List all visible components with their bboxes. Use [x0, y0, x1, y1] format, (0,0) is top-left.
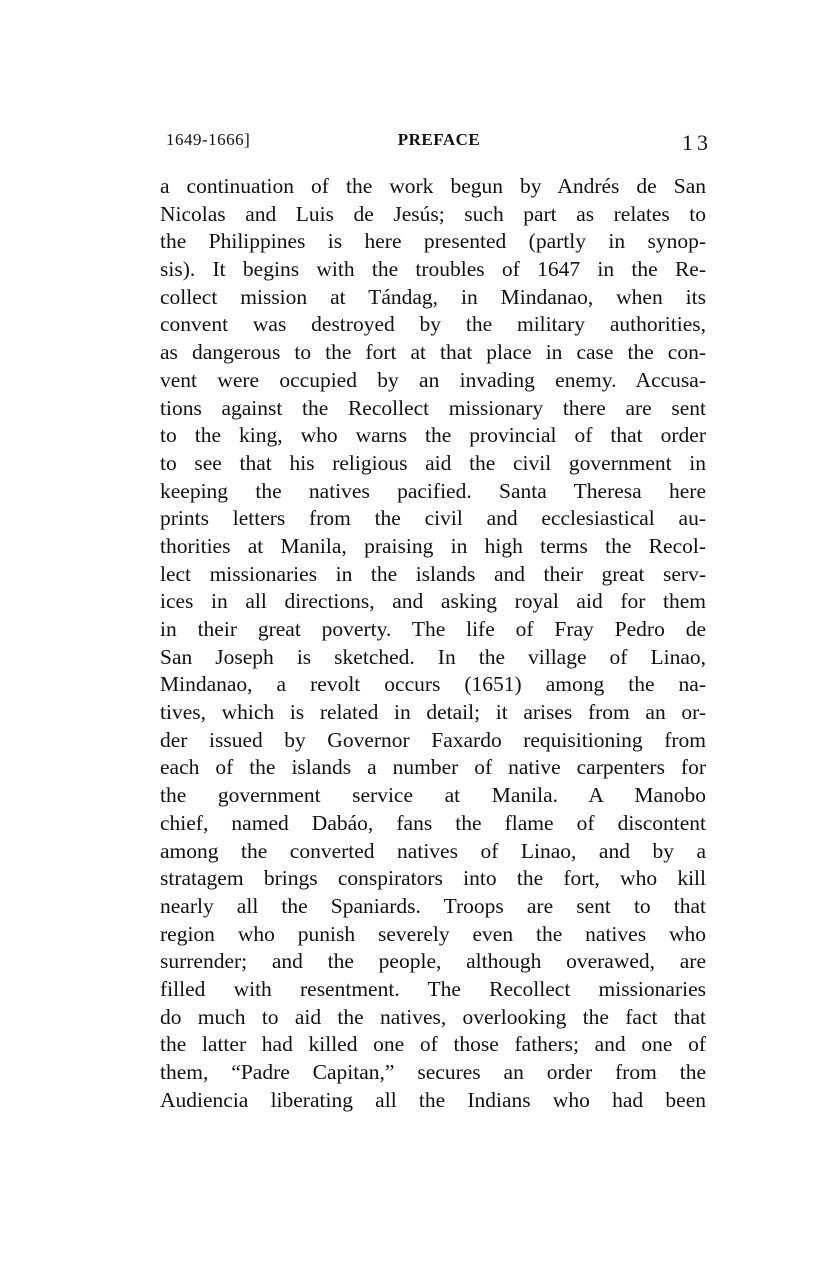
text-line: a continuation of the work begun by Andrés de San	[160, 174, 706, 198]
text-line: ices in all directions, and asking royal aid for them	[160, 589, 706, 614]
text-line: the latter had killed one of those fathers; and one of	[160, 1032, 706, 1057]
text-line: Nicolas and Luis de Jesús; such part as relates to	[160, 201, 706, 226]
text-line: among the converted natives of Linao, and by a	[160, 838, 706, 863]
text-line: as dangerous to the fort at that place in case the con-	[160, 340, 706, 365]
text-line: surrender; and the people, although overawed, are	[160, 949, 706, 974]
text-line: collect mission at Tándag, in Mindanao, when its	[160, 284, 706, 309]
text-line: filled with resentment. The Recollect missionaries	[160, 976, 706, 1001]
text-line: lect missionaries in the islands and their great serv-	[160, 561, 706, 586]
text-line: keeping the natives pacified. Santa Theresa here	[160, 478, 706, 503]
text-line: vent were occupied by an invading enemy. Accusa-	[160, 367, 706, 392]
text-line: stratagem brings conspirators into the fort, who kill	[160, 866, 706, 891]
page-number: 13	[682, 130, 712, 155]
text-line: Audiencia liberating all the Indians who had been	[160, 1087, 706, 1112]
text-line: tives, which is related in detail; it arises from an or-	[160, 700, 706, 725]
text-line: chief, named Dabáo, fans the flame of discontent	[160, 810, 706, 835]
text-line: to the king, who warns the provincial of that order	[160, 423, 706, 448]
text-line: thorities at Manila, praising in high terms the Recol-	[160, 533, 706, 558]
running-head	[166, 130, 712, 154]
text-line: sis). It begins with the troubles of 1647 in the Re-	[160, 257, 706, 282]
text-line: in their great poverty. The life of Fray Pedro de	[160, 617, 706, 641]
text-line: each of the islands a number of native carpenters for	[160, 755, 706, 780]
text-line: region who punish severely even the natives who	[160, 921, 706, 946]
text-line: to see that his religious aid the civil government in	[160, 450, 706, 475]
text-line: prints letters from the civil and ecclesiastical au-	[160, 506, 706, 531]
text-line: the government service at Manila. A Manobo	[160, 783, 706, 808]
text-line: convent was destroyed by the military authorities,	[160, 312, 706, 337]
section-title: PREFACE	[397, 130, 481, 149]
text-line: der issued by Governor Faxardo requisitioning from	[160, 727, 706, 752]
text-line: nearly all the Spaniards. Troops are sent to that	[160, 893, 706, 918]
text-line: San Joseph is sketched. In the village of Linao,	[160, 644, 706, 669]
body-paragraph	[160, 173, 706, 1114]
page-year-range: 1649-1666]	[166, 130, 251, 149]
text-line: do much to aid the natives, overlooking the fact that	[160, 1004, 706, 1029]
text-line: tions against the Recollect missionary there are sent	[160, 395, 706, 420]
text-line: the Philippines is here presented (partly in synop-	[160, 229, 706, 254]
text-line: them, “Padre Capitan,” secures an order from the	[160, 1060, 706, 1084]
text-line: Mindanao, a revolt occurs (1651) among the na-	[160, 672, 706, 697]
